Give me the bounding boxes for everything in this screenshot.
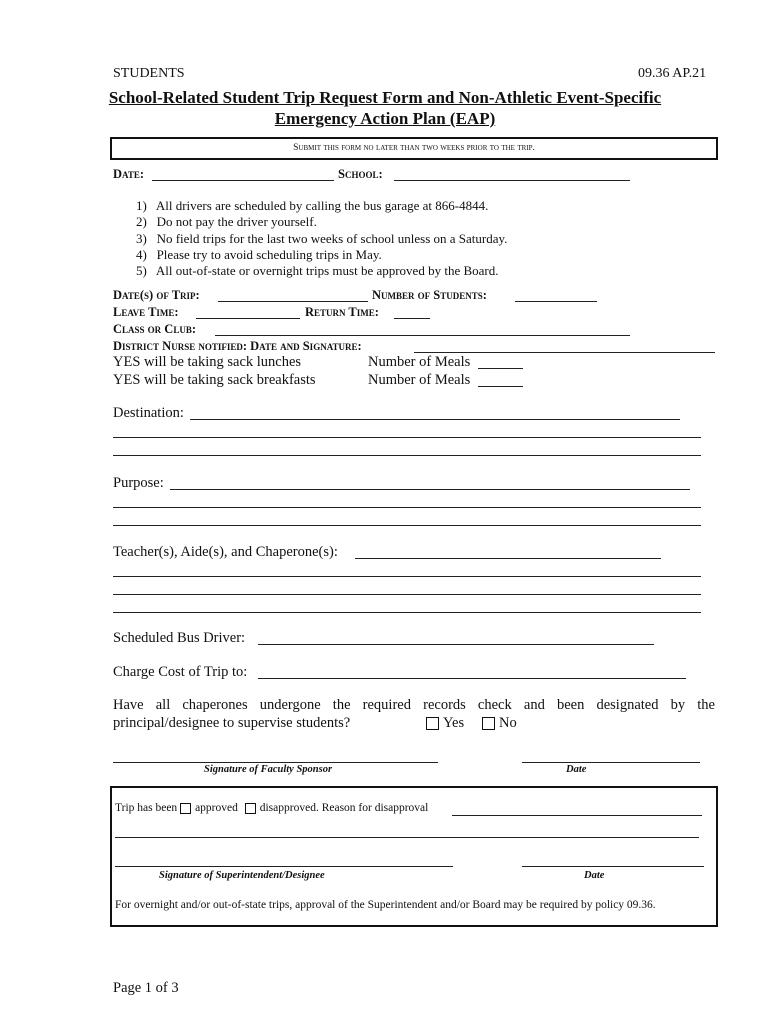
school-field[interactable] bbox=[394, 180, 630, 181]
rule-item: 2) Do not pay the driver yourself. bbox=[136, 214, 317, 230]
page-number: Page 1 of 3 bbox=[113, 980, 179, 996]
destination-line-2[interactable] bbox=[113, 437, 701, 438]
approval-box bbox=[110, 786, 718, 927]
superintendent-date-line[interactable] bbox=[522, 866, 704, 867]
no-option[interactable] bbox=[482, 715, 517, 732]
destination-field[interactable] bbox=[190, 419, 680, 420]
disapproval-reason-label: disapproved. Reason for disapproval bbox=[259, 802, 429, 814]
purpose-line-3[interactable] bbox=[113, 525, 701, 526]
district-nurse-field[interactable] bbox=[414, 352, 715, 353]
no-checkbox[interactable] bbox=[482, 717, 495, 730]
rule-item: 1) All drivers are scheduled by calling the bus garage at 866-4844. bbox=[136, 198, 489, 213]
yes-label: Yes bbox=[443, 715, 465, 731]
purpose-line-2[interactable] bbox=[113, 507, 701, 508]
number-of-students-field[interactable] bbox=[515, 301, 597, 302]
district-nurse-label: District Nurse notified: Date and Signature: bbox=[113, 339, 362, 353]
meals-lunch-field[interactable] bbox=[478, 368, 523, 369]
teachers-line-2[interactable] bbox=[113, 576, 701, 577]
form-title-line1 bbox=[0, 88, 770, 108]
date-label: Date: bbox=[113, 167, 145, 181]
charge-cost-label: Charge Cost of Trip to: bbox=[113, 664, 248, 680]
dates-of-trip-label: Date(s) of Trip: bbox=[113, 288, 200, 302]
rule-item: 4) Please try to avoid scheduling trips in May. bbox=[136, 246, 382, 262]
rule-item: 5) All out-of-state or overnight trips must be approved by the Board. bbox=[136, 263, 499, 279]
faculty-signature-line[interactable] bbox=[113, 762, 438, 763]
superintendent-date-label: Date bbox=[584, 870, 605, 881]
return-time-field[interactable] bbox=[394, 318, 430, 319]
faculty-date-line[interactable] bbox=[522, 762, 700, 763]
teachers-line-3[interactable] bbox=[113, 594, 701, 595]
approved-checkbox[interactable] bbox=[180, 803, 191, 814]
purpose-label: Purpose: bbox=[113, 475, 164, 491]
form-title-line2 bbox=[0, 109, 770, 129]
trip-rules-list bbox=[136, 198, 507, 279]
leave-time-field[interactable] bbox=[196, 318, 300, 319]
yes-option[interactable] bbox=[426, 715, 464, 732]
meals-lunch-label: Number of Meals bbox=[368, 354, 471, 370]
sack-breakfasts-text: YES will be taking sack breakfasts bbox=[113, 372, 316, 388]
chaperone-question-line1: Have all chaperones undergone the required records check and been designated by the bbox=[113, 697, 715, 713]
destination-line-3[interactable] bbox=[113, 455, 701, 456]
leave-time-label: Leave Time: bbox=[113, 305, 179, 319]
disapproval-reason-field[interactable] bbox=[452, 815, 702, 816]
board-approval-note: For overnight and/or out-of-state trips, approval of the Superintendent and/or Board may be required by policy 09.36. bbox=[115, 899, 656, 911]
school-label: School: bbox=[338, 167, 383, 181]
superintendent-signature-label: Signature of Superintendent/Designee bbox=[159, 870, 325, 881]
faculty-signature-label: Signature of Faculty Sponsor bbox=[204, 764, 333, 775]
submission-notice-box bbox=[110, 137, 718, 160]
class-or-club-field[interactable] bbox=[215, 335, 630, 336]
approval-status-line bbox=[115, 802, 428, 814]
date-field[interactable] bbox=[152, 180, 334, 181]
no-label: No bbox=[499, 715, 517, 731]
class-or-club-label: Class or Club: bbox=[113, 322, 196, 336]
meals-breakfast-field[interactable] bbox=[478, 386, 523, 387]
rule-item: 3) No field trips for the last two weeks of school unless on a Saturday. bbox=[136, 230, 508, 246]
disapproved-checkbox[interactable] bbox=[245, 803, 256, 814]
meals-breakfast-label: Number of Meals bbox=[368, 372, 471, 388]
bus-driver-label: Scheduled Bus Driver: bbox=[113, 630, 246, 646]
return-time-label: Return Time: bbox=[305, 305, 379, 319]
number-of-students-label: Number of Students: bbox=[372, 288, 487, 302]
header-section-label: STUDENTS bbox=[113, 66, 185, 81]
sack-lunches-text: YES will be taking sack lunches bbox=[113, 354, 302, 370]
teachers-label: Teacher(s), Aide(s), and Chaperone(s): bbox=[113, 544, 338, 560]
yes-checkbox[interactable] bbox=[426, 717, 439, 730]
header-policy-code: 09.36 AP.21 bbox=[638, 66, 707, 81]
disapproval-reason-line-2[interactable] bbox=[115, 837, 699, 838]
faculty-date-label: Date bbox=[566, 764, 587, 775]
submission-notice-text: Submit this form no later than two weeks prior to the trip. bbox=[293, 143, 535, 153]
dates-of-trip-field[interactable] bbox=[218, 301, 368, 302]
approved-label: approved bbox=[195, 802, 238, 814]
approval-prefix: Trip has been bbox=[115, 802, 178, 814]
charge-cost-field[interactable] bbox=[258, 678, 686, 679]
form-title-line2-text: Emergency Action Plan (EAP) bbox=[274, 109, 496, 128]
bus-driver-field[interactable] bbox=[258, 644, 654, 645]
teachers-field[interactable] bbox=[355, 558, 661, 559]
superintendent-signature-line[interactable] bbox=[115, 866, 453, 867]
destination-label: Destination: bbox=[113, 405, 184, 421]
teachers-line-4[interactable] bbox=[113, 612, 701, 613]
purpose-field[interactable] bbox=[170, 489, 690, 490]
chaperone-question-line2: principal/designee to supervise students? bbox=[113, 715, 351, 731]
form-title-line1-text: School-Related Student Trip Request Form and Non-Athletic Event-Specific bbox=[108, 88, 662, 107]
